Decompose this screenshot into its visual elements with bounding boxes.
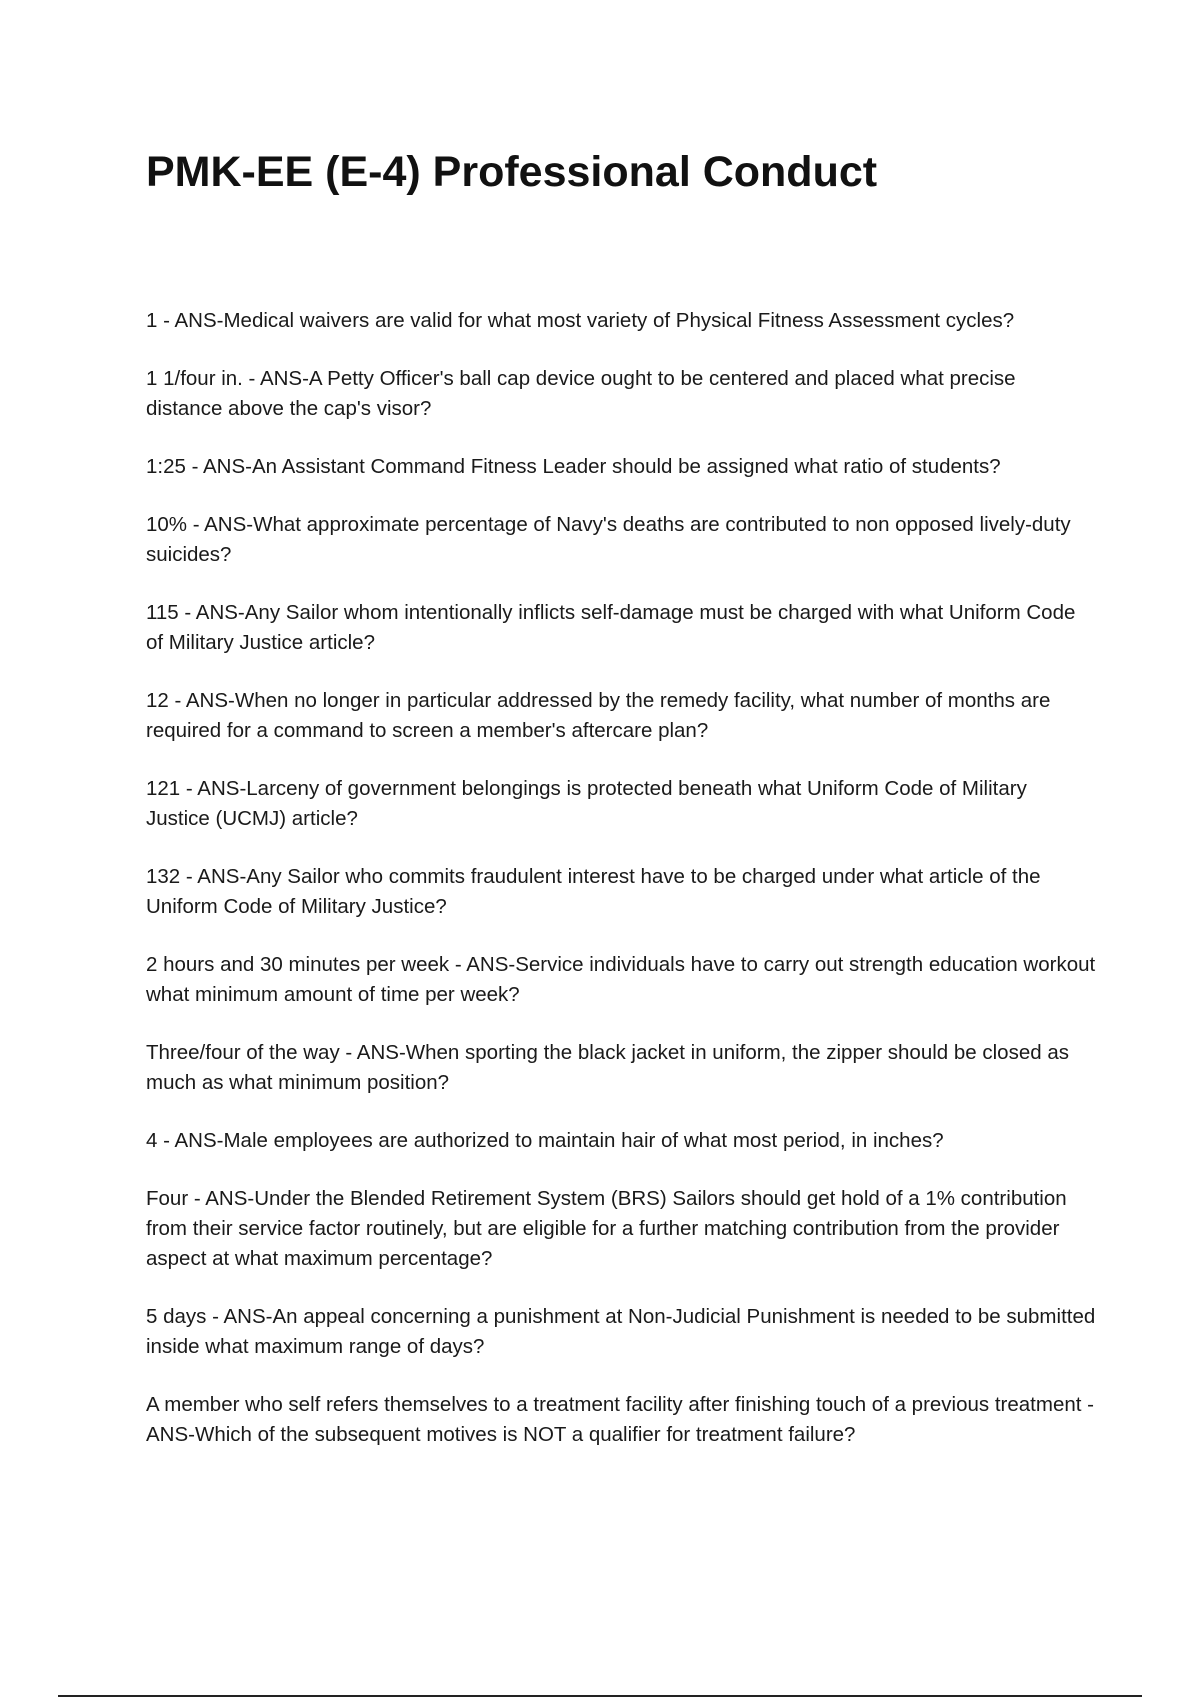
document-title: PMK-EE (E-4) Professional Conduct (146, 148, 878, 196)
qa-item: 4 - ANS-Male employees are authorized to maintain hair of what most period, in inches? (146, 1129, 944, 1152)
qa-item: 2 hours and 30 minutes per week - ANS-Service individuals have to carry out strength education workout what minimum amount of time per week? (146, 953, 1096, 1006)
qa-item: 5 days - ANS-An appeal concerning a punishment at Non-Judicial Punishment is needed to be submitted inside what maximum range of days? (146, 1305, 1096, 1358)
qa-item: 121 - ANS-Larceny of government belongings is protected beneath what Uniform Code of Military Justice (UCMJ) article? (146, 777, 1027, 830)
qa-item: 10% - ANS-What approximate percentage of Navy's deaths are contributed to non opposed lively-duty suicides? (146, 513, 1071, 566)
qa-item: A member who self refers themselves to a treatment facility after finishing touch of a previous treatment - ANS-Which of the subsequent motives is NOT a qualifier for treatment failure? (146, 1393, 1094, 1446)
qa-list (146, 306, 1096, 1478)
qa-item: 115 - ANS-Any Sailor whom intentionally inflicts self-damage must be charged with what Uniform Code of Military Justice article? (146, 601, 1076, 654)
qa-item: 1 - ANS-Medical waivers are valid for what most variety of Physical Fitness Assessment cycles? (146, 309, 1015, 332)
qa-item: 1 1/four in. - ANS-A Petty Officer's ball cap device ought to be centered and placed what precise distance above the cap's visor? (146, 367, 1016, 420)
qa-item: Four - ANS-Under the Blended Retirement System (BRS) Sailors should get hold of a 1% contribution from their service factor routinely, but are eligible for a further matching contribution from the provider aspect at what maximum percentage? (146, 1187, 1067, 1270)
qa-item: 12 - ANS-When no longer in particular addressed by the remedy facility, what number of months are required for a command to screen a member's aftercare plan? (146, 689, 1051, 742)
qa-item: Three/four of the way - ANS-When sporting the black jacket in uniform, the zipper should be closed as much as what minimum position? (146, 1041, 1069, 1094)
qa-item: 132 - ANS-Any Sailor who commits fraudulent interest have to be charged under what article of the Uniform Code of Military Justice? (146, 865, 1041, 918)
qa-item: 1:25 - ANS-An Assistant Command Fitness Leader should be assigned what ratio of students? (146, 455, 1001, 478)
footer-divider (58, 1695, 1142, 1697)
